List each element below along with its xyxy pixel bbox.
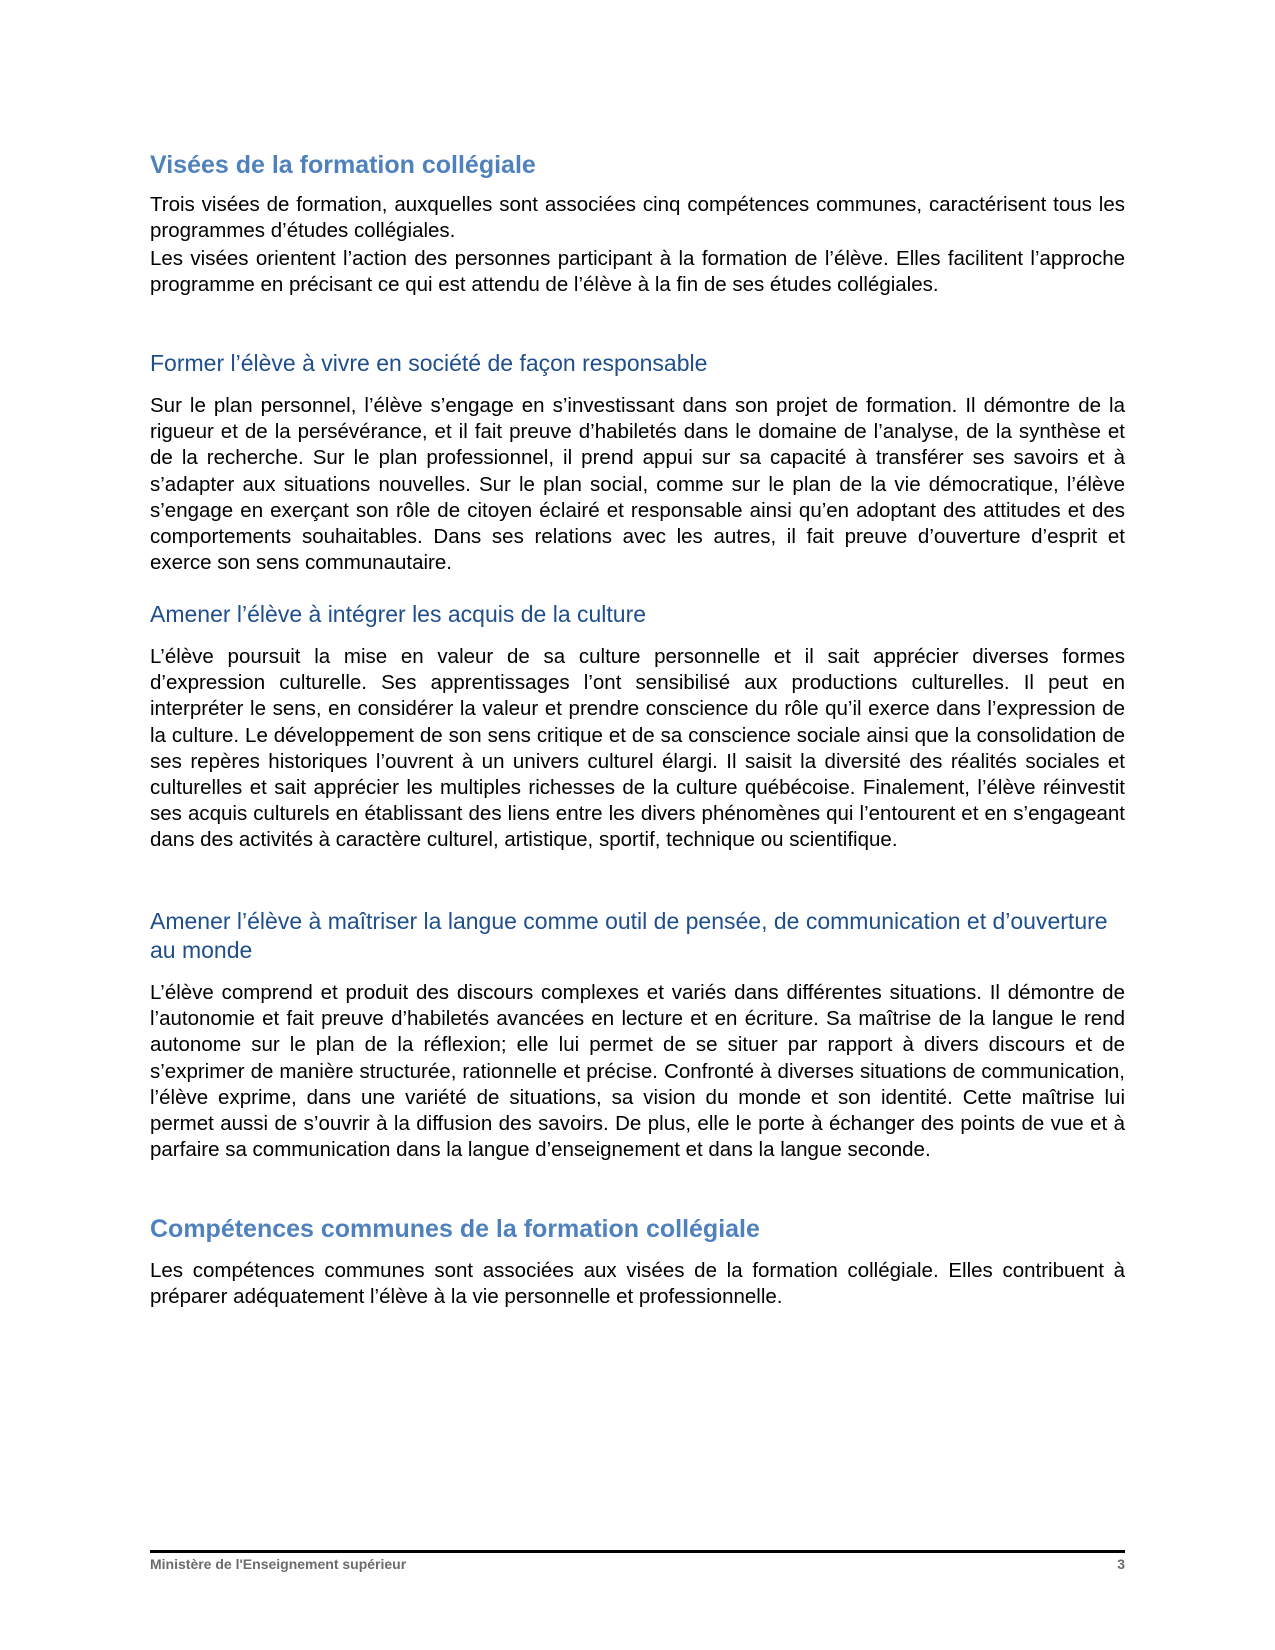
section-heading-visees: Visées de la formation collégiale — [150, 151, 536, 179]
footer-page-number: 3 — [1117, 1556, 1125, 1572]
document-page — [150, 0, 1125, 1650]
footer-organization: Ministère de l'Enseignement supérieur — [150, 1556, 407, 1572]
subheading-former-eleve: Former l’élève à vivre en société de façon responsable — [150, 350, 708, 376]
paragraph-former-eleve: Sur le plan personnel, l’élève s’engage en s’investissant dans son projet de formation. Il démontre de la rigueur et de la persévérance, et il fait preuve d’habiletés dans le domaine de l’analyse, de la synthèse et de la recherche. Sur le plan professionnel, il prend appui sur sa capacité à transférer ses savoirs et à s’adapter aux situations nouvelles. Sur le plan social, comme sur le plan de la vie démocratique, l’élève s’engage en exerçant son rôle de citoyen éclairé et responsable ainsi qu’en adoptant des attitudes et des comportements souhaitables. Dans ses relations avec les autres, il fait preuve d’ouverture d’esprit et exerce son sens communautaire. — [150, 394, 1125, 575]
section-heading-competences: Compétences communes de la formation collégiale — [150, 1215, 760, 1243]
footer-divider — [150, 1550, 1125, 1553]
intro-paragraph-2: Les visées orientent l’action des personnes participant à la formation de l’élève. Elles facilitent l’approche programme en précisant ce qui est attendu de l’élève à la fin de ses études collégiales. — [150, 247, 1125, 297]
subheading-acquis-culture: Amener l’élève à intégrer les acquis de la culture — [150, 601, 647, 627]
paragraph-maitriser-langue: L’élève comprend et produit des discours complexes et variés dans différentes situations. Il démontre de l’autonomie et fait preuve d’habiletés avancées en lecture et en écriture. Sa maîtrise de la langue le rend autonome sur le plan de la réflexion; elle lui permet de se situer par rapport à divers discours et de s’exprimer de manière structurée, rationnelle et précise. Confronté à diverses situations de communication, l’élève exprime, dans une variété de situations, sa vision du monde et son identité. Cette maîtrise lui permet aussi de s’ouvrir à la diffusion des savoirs. De plus, elle le porte à échanger des points de vue et à parfaire sa communication dans la langue d’enseignement et dans la langue seconde. — [150, 981, 1125, 1162]
paragraph-acquis-culture: L’élève poursuit la mise en valeur de sa culture personnelle et il sait apprécier diverses formes d’expression culturelle. Ses apprentissages l’ont sensibilisé aux productions culturelles. Il peut en interpréter le sens, en considérer la valeur et prendre conscience du rôle qu’il exerce dans l’expression de la culture. Le développement de son sens critique et de sa conscience sociale ainsi que la consolidation de ses repères historiques l’ouvrent à un univers culturel élargi. Il saisit la diversité des réalités sociales et culturelles et sait apprécier les multiples richesses de la culture québécoise. Finalement, l’élève réinvestit ses acquis culturels en établissant des liens entre les divers phénomènes qui l’entourent et en s’engageant dans des activités à caractère culturel, artistique, sportif, technique ou scientifique. — [150, 645, 1125, 852]
paragraph-competences: Les compétences communes sont associées aux visées de la formation collégiale. Elles contribuent à préparer adéquatement l’élève à la vie personnelle et professionnelle. — [150, 1259, 1125, 1309]
intro-paragraph-1: Trois visées de formation, auxquelles sont associées cinq compétences communes, caractérisent tous les programmes d’études collégiales. — [150, 193, 1125, 243]
subheading-maitriser-langue: Amener l’élève à maîtriser la langue comme outil de pensée, de communication et d’ouverture au monde — [150, 908, 1108, 963]
